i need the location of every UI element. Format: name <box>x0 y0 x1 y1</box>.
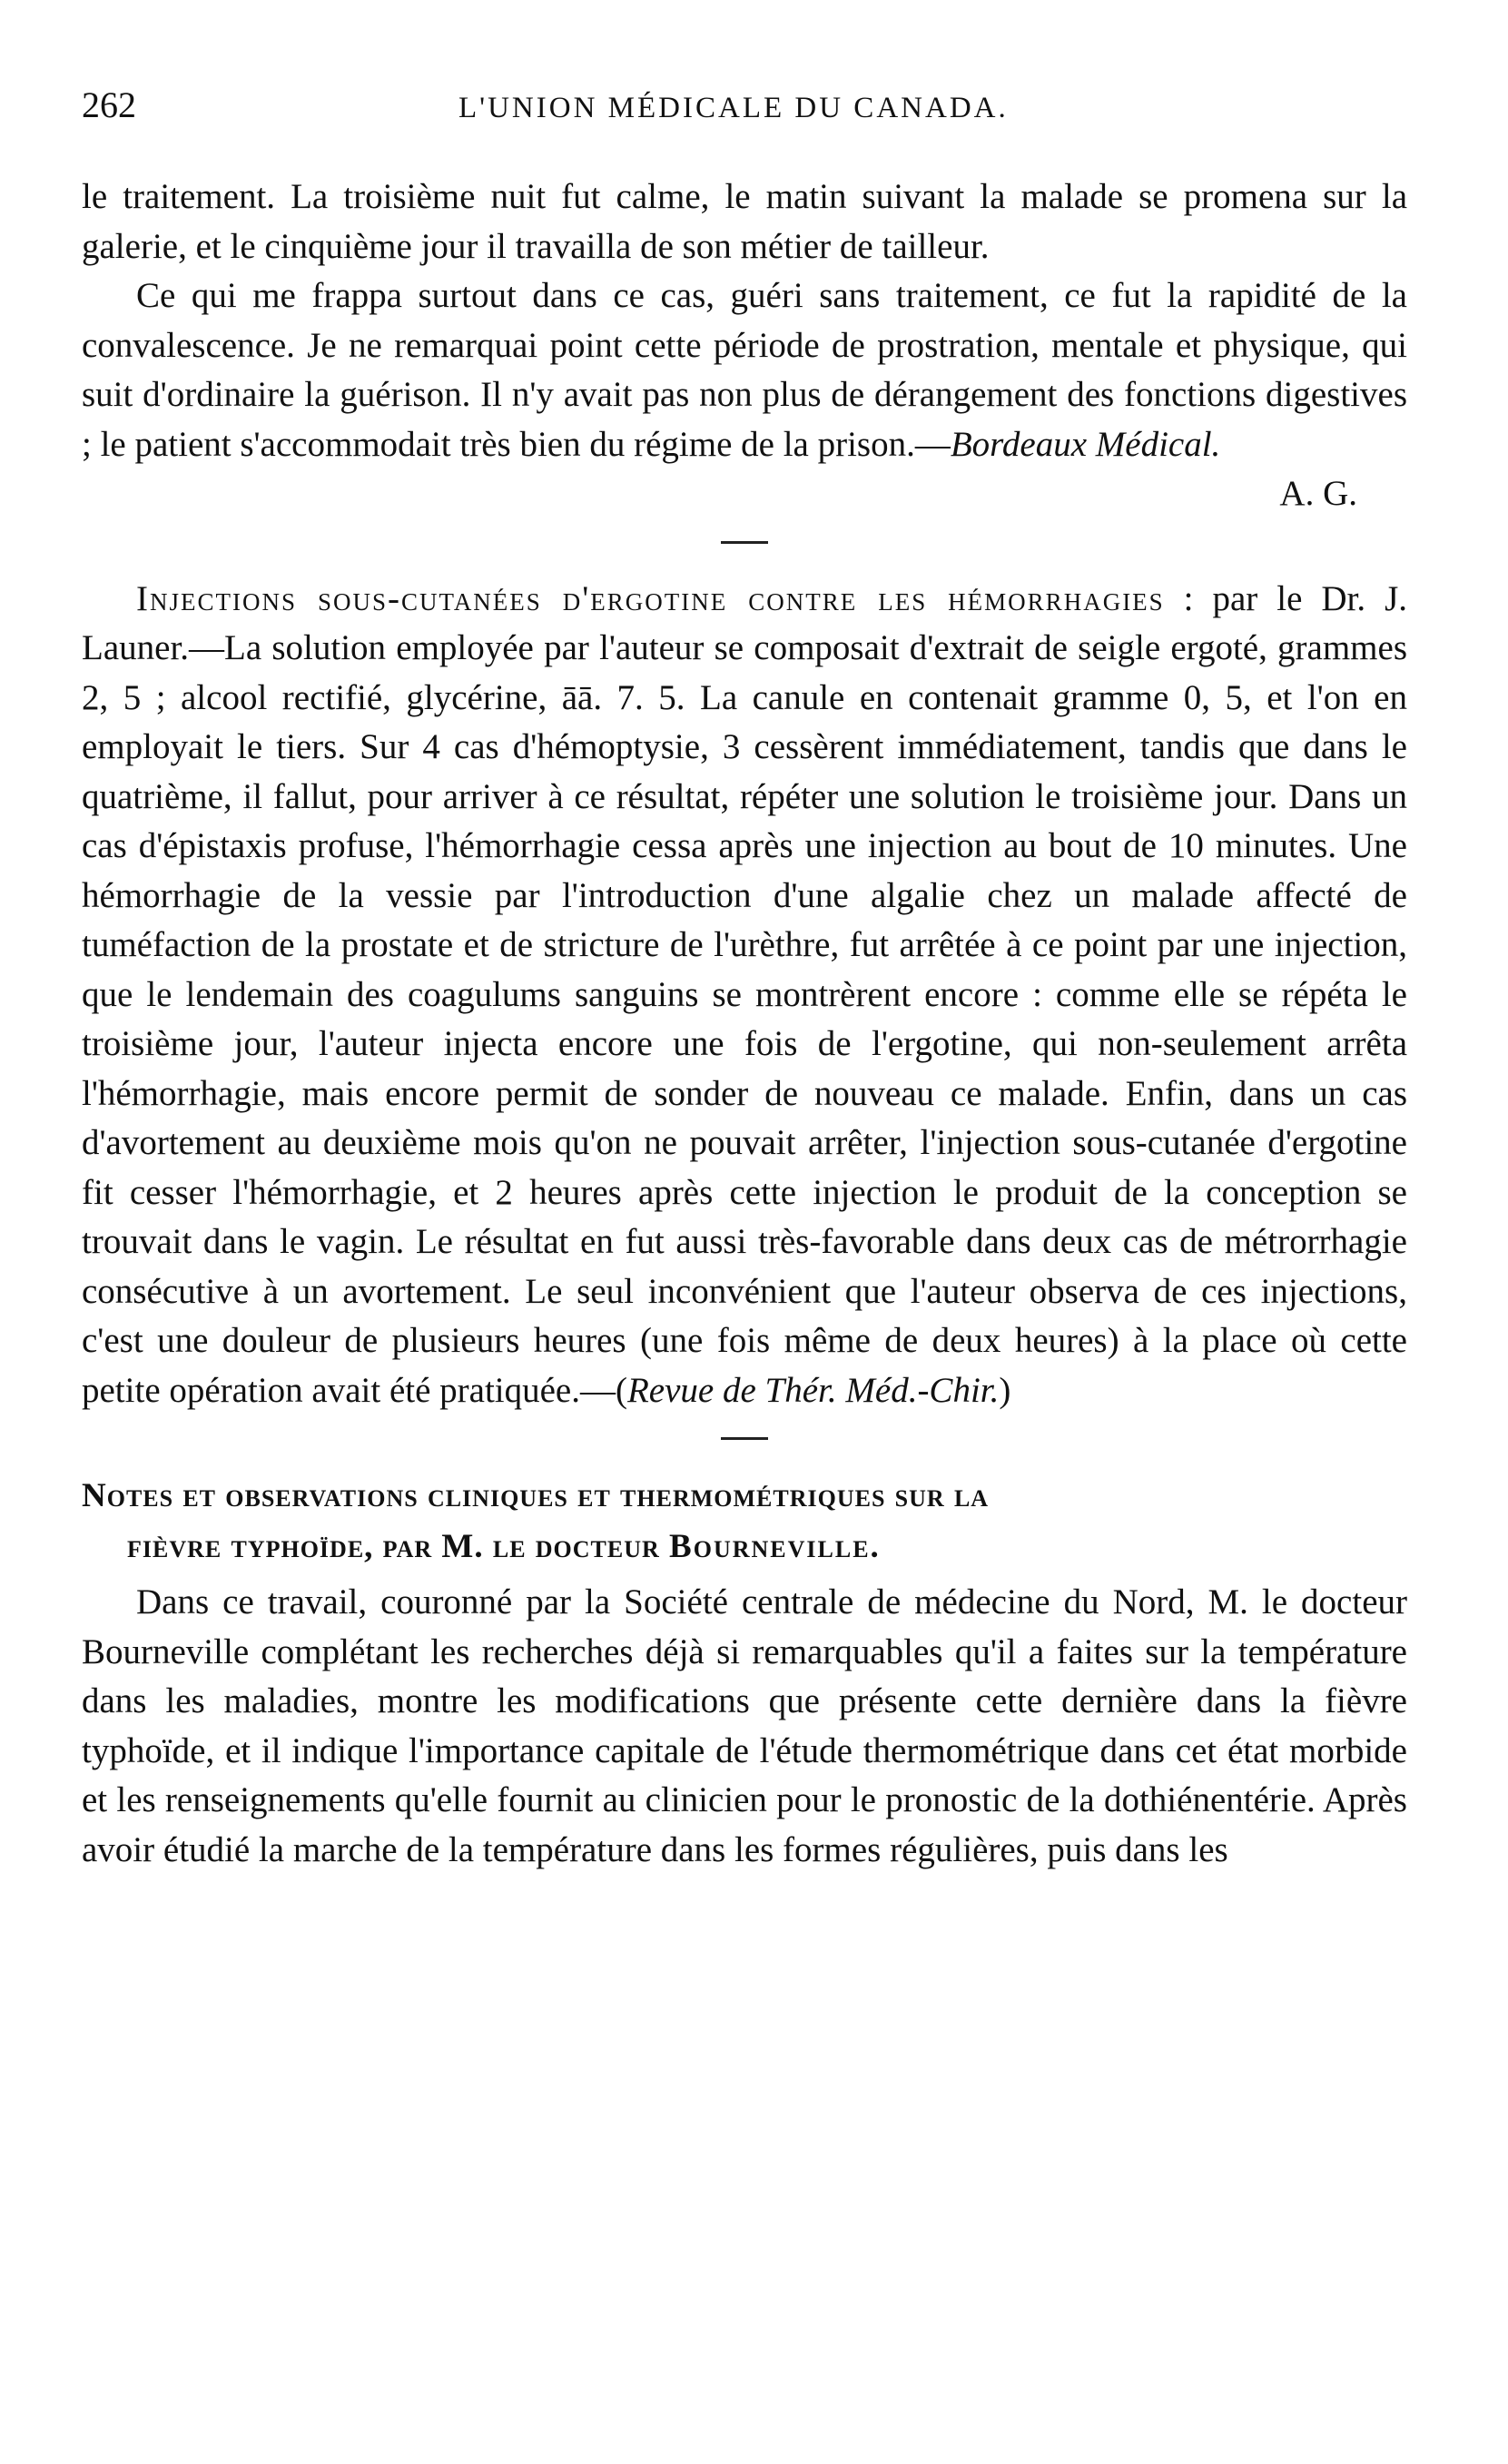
article-author: Bourneville. <box>669 1528 881 1565</box>
author-signature: A. G. <box>1279 474 1357 513</box>
article-ergotine <box>82 575 1407 1416</box>
signature-line <box>82 469 1407 519</box>
article-typhoid-body: Dans ce travail, couronné par la Société centrale de médecine du Nord, M. le docteur Bourneville complétant les recherches déjà si remarquables qu'il a faites sur la température dans les maladies, montre les modifications que présente cette dernière dans la fièvre typhoïde, et il indique l'importance capitale de l'étude thermométrique dans cet état morbide et les renseignements qu'elle fournit au clinicien pour le pronostic de la dothiénentérie. Après avoir étudié la marche de la température dans les formes régulières, puis dans les <box>82 1582 1407 1869</box>
source-citation: Bordeaux Médical. <box>950 424 1221 464</box>
paragraph-case-summary <box>82 271 1407 469</box>
page-header <box>82 84 1407 147</box>
section-divider <box>721 1437 768 1440</box>
article-lead: Injections sous-cutanées d'ergotine contre les hémorrhagies <box>136 578 1165 618</box>
article-body: : par le Dr. J. Launer.—La solution employée par l'auteur se composait d'extrait de seigle ergoté, grammes 2, 5 ; alcool rectifié, glycérine, āā. 7. 5. La canule en contenait gramme 0, 5, et l'on en employait le tiers. Sur 4 cas d'hémoptysie, 3 cessèrent immédiatement, tandis que dans le quatrième, il fallut, pour arriver à ce résultat, répéter une solution le troisième jour. Dans un cas d'épistaxis profuse, l'hémorrhagie cessa après une injection au bout de 10 minutes. Une hémorrhagie de la vessie par l'introduction d'une algalie chez un malade affecté de tuméfaction de la prostate et de stricture de l'urèthre, fut arrêtée à ce point par une injection, que le lendemain des coagulums sanguins se montrèrent encore : comme elle se répéta le troisième jour, l'auteur injecta encore une fois de l'ergotine, qui non-seulement arrêta l'hémorrhagie, mais encore permit de sonder de nouveau ce malade. Enfin, dans un cas d'avortement au deuxième mois qu'on ne pouvait arrêter, l'injection sous-cutanée d'ergotine fit cesser l'hémorrhagie, et 2 heures après cette injection le produit de la conception se trouvait dans le vagin. Le résultat en fut aussi très-favorable dans deux cas de métrorrhagie consécutive à un avortement. Le seul inconvénient que l'auteur observa de ces injections, c'est une douleur de plusieurs heures (une fois même de deux heures) à la place où cette petite opération avait été pratiquée.—( <box>82 578 1407 1410</box>
citation-close: ) <box>999 1370 1011 1410</box>
article-title-prefix: fièvre typhoïde, par M. le docteur <box>127 1528 670 1565</box>
article-title <box>82 1471 1407 1572</box>
article-title-line1: Notes et observations cliniques et thermométriques sur la <box>82 1477 990 1514</box>
section-divider <box>721 541 768 544</box>
paragraph-text: Ce qui me frappa surtout dans ce cas, guéri sans traitement, ce fut la rapidité de la convalescence. Je ne remarquai point cette période de prostration, mentale et physique, qui suit d'ordinaire la guérison. Il n'y avait pas non plus de dérangement des fonctions digestives ; le patient s'accommodait très bien du régime de la prison.— <box>82 276 1407 464</box>
page-number: 262 <box>82 84 136 125</box>
paragraph-continuation: le traitement. La troisième nuit fut calme, le matin suivant la malade se promena sur la galerie, et le cinquième jour il travailla de son métier de tailleur. <box>82 177 1407 266</box>
source-citation: Revue de Thér. Méd.-Chir. <box>626 1370 1000 1410</box>
running-title: L'UNION MÉDICALE DU CANADA. <box>458 92 1009 124</box>
document-page <box>82 84 1407 1875</box>
article-title-line2 <box>82 1522 1407 1572</box>
